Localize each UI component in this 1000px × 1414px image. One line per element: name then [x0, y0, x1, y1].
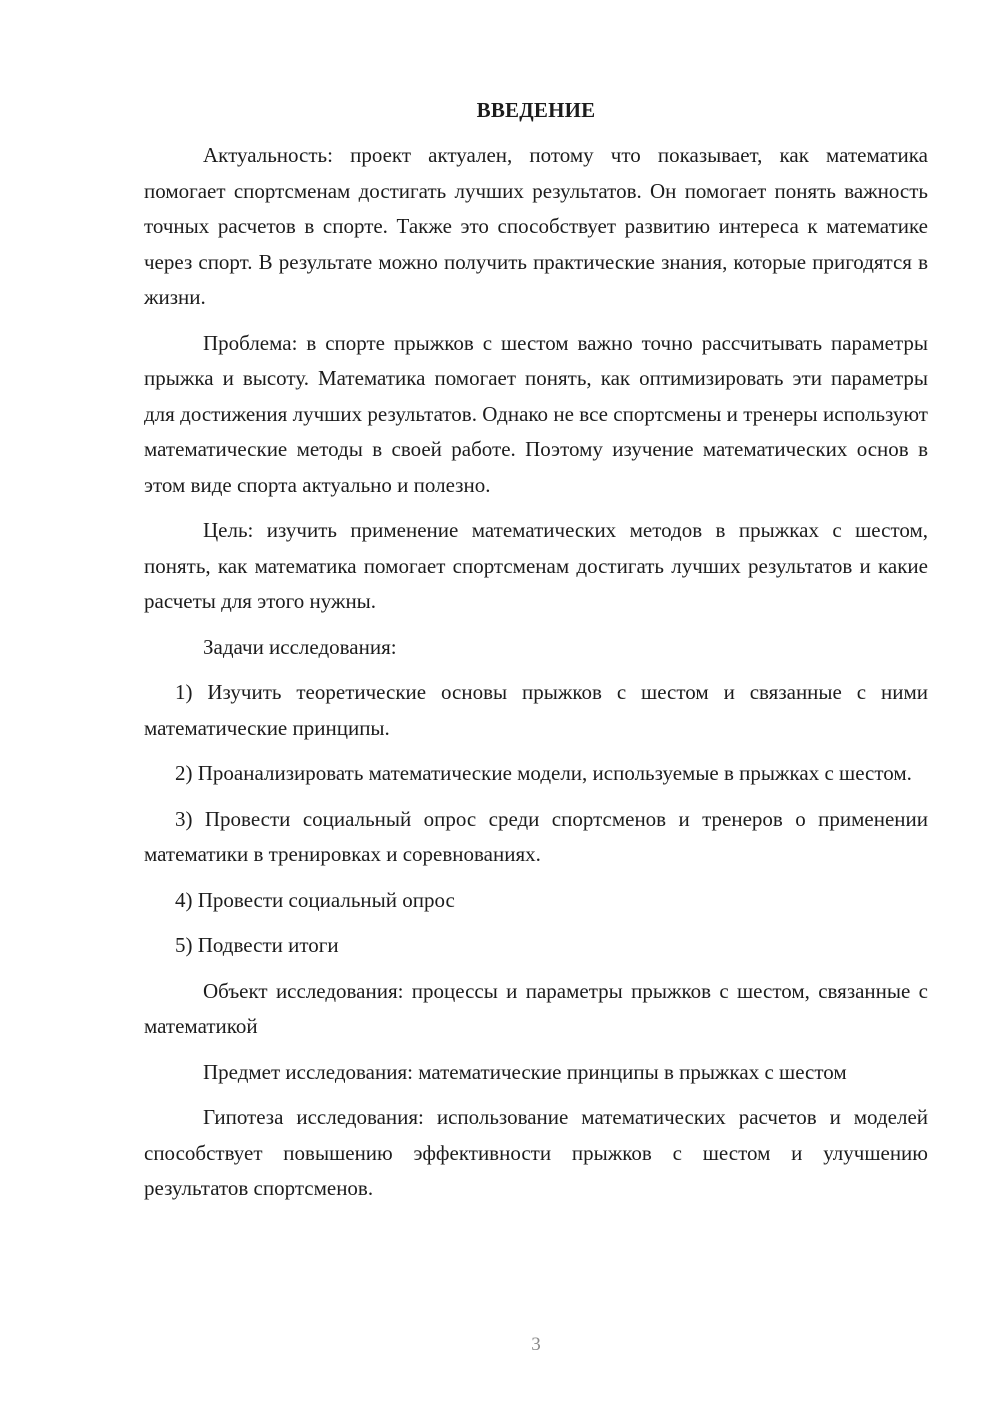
- task-item-1: 1) Изучить теоретические основы прыжков с шестом и связанные с ними математические принципы.: [144, 680, 928, 740]
- research-object-paragraph: Объект исследования: процессы и параметры прыжков с шестом, связанные с математикой: [144, 978, 928, 1038]
- goal-paragraph: Цель: изучить применение математических методов в прыжках с шестом, понять, как математика помогает спортсменам достигать лучших результатов и какие расчеты для этого нужны.: [144, 518, 928, 613]
- page-number: 3: [531, 1334, 541, 1355]
- problem-paragraph: Проблема: в спорте прыжков с шестом важно точно рассчитывать параметры прыжка и высоту. Математика помогает понять, как оптимизировать эти параметры для достижения лучших результатов. Однако не все спортсмены и тренеры используют математические методы в своей работе. Поэтому изучение математических основ в этом виде спорта актуально и полезно.: [144, 330, 928, 497]
- document-body: [144, 96, 928, 1217]
- task-item-5: 5) Подвести итоги: [175, 933, 339, 957]
- relevance-paragraph: Актуальность: проект актуален, потому что показывает, как математика помогает спортсменам достигать лучших результатов. Он помогает понять важность точных расчетов в спорте. Также это способствует развитию интереса к математике через спорт. В результате можно получить практические знания, которые пригодятся в жизни.: [144, 143, 928, 309]
- hypothesis-paragraph: Гипотеза исследования: использование математических расчетов и моделей способствует повышению эффективности прыжков с шестом и улучшению результатов спортсменов.: [144, 1105, 928, 1200]
- task-item-2: 2) Проанализировать математические модели, используемые в прыжках с шестом.: [175, 761, 912, 785]
- tasks-heading: Задачи исследования:: [203, 634, 397, 659]
- research-subject-paragraph: Предмет исследования: математические принципы в прыжках с шестом: [203, 1059, 847, 1084]
- section-title: ВВЕДЕНИЕ: [476, 98, 596, 122]
- task-item-3: 3) Провести социальный опрос среди спортсменов и тренеров о применении математики в тренировках и соревнованиях.: [144, 806, 928, 866]
- task-item-4: 4) Провести социальный опрос: [175, 887, 455, 912]
